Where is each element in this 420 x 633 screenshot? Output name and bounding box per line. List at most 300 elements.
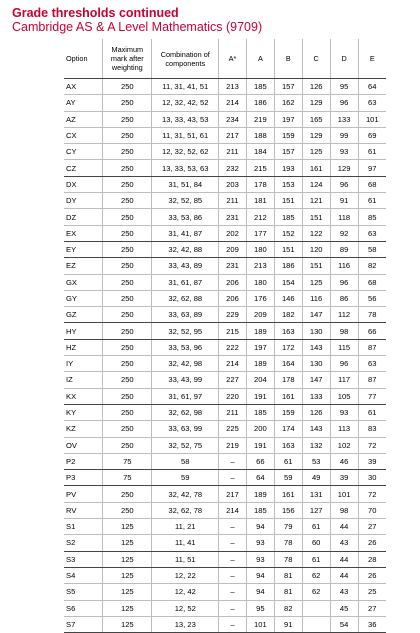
a-cell: 189 <box>246 486 274 502</box>
a-star-cell: 234 <box>219 111 247 127</box>
d-cell: 118 <box>330 209 358 225</box>
b-cell: 197 <box>274 111 302 127</box>
max-mark-cell: 75 <box>103 470 152 486</box>
a-star-cell: 211 <box>219 193 247 209</box>
a-star-cell: 211 <box>219 144 247 160</box>
option-cell: S7 <box>64 616 103 632</box>
combination-cell: 31, 61, 97 <box>152 388 219 404</box>
e-cell: 85 <box>358 209 386 225</box>
table-row <box>64 225 386 241</box>
combination-cell: 11, 31, 41, 51 <box>152 79 219 95</box>
combination-cell: 32, 52, 85 <box>152 193 219 209</box>
b-cell: 161 <box>274 388 302 404</box>
a-star-cell: – <box>219 600 247 616</box>
max-mark-cell: 250 <box>103 404 152 420</box>
document-header <box>12 6 262 34</box>
table-row <box>64 567 386 583</box>
e-cell: 97 <box>358 160 386 176</box>
table-row <box>64 258 386 274</box>
table-row <box>64 535 386 551</box>
a-star-cell: 213 <box>219 79 247 95</box>
a-star-cell: – <box>219 453 247 469</box>
table-row <box>64 616 386 632</box>
max-mark-cell: 250 <box>103 111 152 127</box>
table-row <box>64 486 386 502</box>
column-header-d: D <box>330 39 358 79</box>
a-star-cell: – <box>219 551 247 567</box>
a-star-cell: 202 <box>219 225 247 241</box>
a-star-cell: – <box>219 519 247 535</box>
a-star-cell: 225 <box>219 421 247 437</box>
a-cell: 101 <box>246 616 274 632</box>
table-row <box>64 600 386 616</box>
b-cell: 164 <box>274 356 302 372</box>
a-star-cell: 227 <box>219 372 247 388</box>
option-cell: P3 <box>64 470 103 486</box>
a-cell: 215 <box>246 160 274 176</box>
a-star-cell: 222 <box>219 339 247 355</box>
c-cell: 129 <box>302 95 330 111</box>
c-cell: 165 <box>302 111 330 127</box>
b-cell: 156 <box>274 502 302 518</box>
a-cell: 189 <box>246 323 274 339</box>
column-header-a-star: A* <box>219 39 247 79</box>
a-star-cell: – <box>219 584 247 600</box>
d-cell: 113 <box>330 421 358 437</box>
b-cell: 59 <box>274 470 302 486</box>
a-cell: 94 <box>246 519 274 535</box>
a-cell: 93 <box>246 535 274 551</box>
combination-cell: 12, 22 <box>152 567 219 583</box>
max-mark-cell: 125 <box>103 535 152 551</box>
table-row <box>64 323 386 339</box>
a-cell: 185 <box>246 502 274 518</box>
c-cell: 151 <box>302 209 330 225</box>
a-star-cell: 229 <box>219 307 247 323</box>
e-cell: 72 <box>358 486 386 502</box>
c-cell: 122 <box>302 225 330 241</box>
a-star-cell: 232 <box>219 160 247 176</box>
option-cell: IY <box>64 356 103 372</box>
a-star-cell: 214 <box>219 95 247 111</box>
combination-cell: 59 <box>152 470 219 486</box>
e-cell: 63 <box>358 356 386 372</box>
table-row <box>64 111 386 127</box>
combination-cell: 58 <box>152 453 219 469</box>
a-cell: 184 <box>246 144 274 160</box>
table-row <box>64 502 386 518</box>
c-cell: 49 <box>302 470 330 486</box>
page-title: Grade thresholds continued <box>12 6 179 20</box>
a-cell: 186 <box>246 95 274 111</box>
b-cell: 159 <box>274 127 302 143</box>
e-cell: 58 <box>358 241 386 257</box>
b-cell: 78 <box>274 551 302 567</box>
table-row <box>64 193 386 209</box>
c-cell: 61 <box>302 519 330 535</box>
table-row <box>64 421 386 437</box>
e-cell: 27 <box>358 600 386 616</box>
a-star-cell: 206 <box>219 290 247 306</box>
max-mark-cell: 250 <box>103 421 152 437</box>
max-mark-cell: 250 <box>103 502 152 518</box>
column-header-maximum-mark: Maximum mark after weighting <box>103 39 152 79</box>
e-cell: 26 <box>358 567 386 583</box>
d-cell: 117 <box>330 372 358 388</box>
a-cell: 95 <box>246 600 274 616</box>
b-cell: 178 <box>274 372 302 388</box>
table-row <box>64 584 386 600</box>
max-mark-cell: 125 <box>103 519 152 535</box>
table-body <box>64 79 386 633</box>
b-cell: 161 <box>274 486 302 502</box>
d-cell: 44 <box>330 567 358 583</box>
table-row <box>64 274 386 290</box>
option-cell: S5 <box>64 584 103 600</box>
table-row <box>64 339 386 355</box>
table-row <box>64 404 386 420</box>
combination-cell: 32, 52, 75 <box>152 437 219 453</box>
c-cell: 161 <box>302 160 330 176</box>
combination-cell: 32, 42, 88 <box>152 241 219 257</box>
d-cell: 43 <box>330 535 358 551</box>
a-star-cell: 231 <box>219 258 247 274</box>
a-cell: 213 <box>246 258 274 274</box>
a-star-cell: 206 <box>219 274 247 290</box>
d-cell: 96 <box>330 274 358 290</box>
option-cell: DX <box>64 176 103 192</box>
c-cell: 61 <box>302 551 330 567</box>
e-cell: 30 <box>358 470 386 486</box>
b-cell: 163 <box>274 323 302 339</box>
d-cell: 43 <box>330 584 358 600</box>
combination-cell: 13, 33, 43, 53 <box>152 111 219 127</box>
column-header-b: B <box>274 39 302 79</box>
e-cell: 25 <box>358 584 386 600</box>
combination-cell: 12, 52 <box>152 600 219 616</box>
max-mark-cell: 250 <box>103 339 152 355</box>
option-cell: KX <box>64 388 103 404</box>
column-header-e: E <box>358 39 386 79</box>
combination-cell: 33, 63, 99 <box>152 421 219 437</box>
d-cell: 39 <box>330 470 358 486</box>
d-cell: 96 <box>330 176 358 192</box>
c-cell: 143 <box>302 421 330 437</box>
c-cell: 130 <box>302 356 330 372</box>
d-cell: 92 <box>330 225 358 241</box>
table-row <box>64 551 386 567</box>
table-row <box>64 356 386 372</box>
e-cell: 72 <box>358 437 386 453</box>
option-cell: GY <box>64 290 103 306</box>
option-cell: EY <box>64 241 103 257</box>
table-row <box>64 144 386 160</box>
max-mark-cell: 250 <box>103 176 152 192</box>
option-cell: KY <box>64 404 103 420</box>
b-cell: 151 <box>274 241 302 257</box>
d-cell: 115 <box>330 339 358 355</box>
combination-cell: 33, 43, 89 <box>152 258 219 274</box>
d-cell: 93 <box>330 144 358 160</box>
a-star-cell: – <box>219 616 247 632</box>
table-row <box>64 160 386 176</box>
combination-cell: 12, 42 <box>152 584 219 600</box>
b-cell: 78 <box>274 535 302 551</box>
combination-cell: 33, 63, 89 <box>152 307 219 323</box>
b-cell: 79 <box>274 519 302 535</box>
a-cell: 94 <box>246 584 274 600</box>
a-star-cell: 219 <box>219 437 247 453</box>
option-cell: P2 <box>64 453 103 469</box>
combination-cell: 13, 33, 53, 63 <box>152 160 219 176</box>
option-cell: S4 <box>64 567 103 583</box>
c-cell: 124 <box>302 176 330 192</box>
a-cell: 93 <box>246 551 274 567</box>
option-cell: S6 <box>64 600 103 616</box>
table-row <box>64 307 386 323</box>
max-mark-cell: 250 <box>103 372 152 388</box>
c-cell: 129 <box>302 127 330 143</box>
max-mark-cell: 250 <box>103 486 152 502</box>
e-cell: 61 <box>358 144 386 160</box>
e-cell: 87 <box>358 339 386 355</box>
page-subtitle: Cambridge AS & A Level Mathematics (9709) <box>12 20 263 34</box>
d-cell: 96 <box>330 95 358 111</box>
option-cell: CZ <box>64 160 103 176</box>
d-cell: 133 <box>330 111 358 127</box>
e-cell: 69 <box>358 127 386 143</box>
option-cell: GZ <box>64 307 103 323</box>
option-cell: CY <box>64 144 103 160</box>
e-cell: 28 <box>358 551 386 567</box>
a-cell: 94 <box>246 567 274 583</box>
c-cell: 53 <box>302 453 330 469</box>
e-cell: 66 <box>358 323 386 339</box>
a-star-cell: – <box>219 535 247 551</box>
b-cell: 153 <box>274 176 302 192</box>
d-cell: 96 <box>330 356 358 372</box>
max-mark-cell: 250 <box>103 193 152 209</box>
max-mark-cell: 250 <box>103 290 152 306</box>
e-cell: 78 <box>358 307 386 323</box>
max-mark-cell: 250 <box>103 95 152 111</box>
a-cell: 191 <box>246 388 274 404</box>
c-cell: 127 <box>302 502 330 518</box>
d-cell: 89 <box>330 241 358 257</box>
table-row <box>64 519 386 535</box>
option-cell: GX <box>64 274 103 290</box>
c-cell: 130 <box>302 323 330 339</box>
d-cell: 91 <box>330 193 358 209</box>
max-mark-cell: 250 <box>103 258 152 274</box>
c-cell: 126 <box>302 79 330 95</box>
option-cell: AX <box>64 79 103 95</box>
max-mark-cell: 250 <box>103 388 152 404</box>
d-cell: 116 <box>330 258 358 274</box>
a-star-cell: 209 <box>219 241 247 257</box>
option-cell: DY <box>64 193 103 209</box>
combination-cell: 12, 32, 52, 62 <box>152 144 219 160</box>
combination-cell: 11, 21 <box>152 519 219 535</box>
c-cell: 120 <box>302 241 330 257</box>
option-cell: S1 <box>64 519 103 535</box>
e-cell: 26 <box>358 535 386 551</box>
a-cell: 219 <box>246 111 274 127</box>
a-cell: 188 <box>246 127 274 143</box>
combination-cell: 32, 62, 78 <box>152 502 219 518</box>
b-cell: 163 <box>274 437 302 453</box>
b-cell: 154 <box>274 274 302 290</box>
c-cell: 62 <box>302 567 330 583</box>
a-star-cell: 215 <box>219 323 247 339</box>
b-cell: 81 <box>274 584 302 600</box>
a-cell: 212 <box>246 209 274 225</box>
e-cell: 101 <box>358 111 386 127</box>
table-row <box>64 388 386 404</box>
combination-cell: 31, 51, 84 <box>152 176 219 192</box>
a-cell: 200 <box>246 421 274 437</box>
b-cell: 174 <box>274 421 302 437</box>
option-cell: EZ <box>64 258 103 274</box>
c-cell: 62 <box>302 584 330 600</box>
a-cell: 176 <box>246 290 274 306</box>
combination-cell: 11, 31, 51, 61 <box>152 127 219 143</box>
a-cell: 209 <box>246 307 274 323</box>
b-cell: 162 <box>274 95 302 111</box>
c-cell <box>302 600 330 616</box>
c-cell: 131 <box>302 486 330 502</box>
d-cell: 44 <box>330 551 358 567</box>
combination-cell: 32, 42, 78 <box>152 486 219 502</box>
a-cell: 185 <box>246 404 274 420</box>
e-cell: 87 <box>358 372 386 388</box>
option-cell: PV <box>64 486 103 502</box>
option-cell: DZ <box>64 209 103 225</box>
max-mark-cell: 250 <box>103 274 152 290</box>
max-mark-cell: 250 <box>103 225 152 241</box>
d-cell: 99 <box>330 127 358 143</box>
option-cell: S3 <box>64 551 103 567</box>
combination-cell: 32, 62, 98 <box>152 404 219 420</box>
max-mark-cell: 125 <box>103 616 152 632</box>
d-cell: 54 <box>330 616 358 632</box>
max-mark-cell: 250 <box>103 356 152 372</box>
table-header-row <box>64 39 386 79</box>
combination-cell: 32, 52, 95 <box>152 323 219 339</box>
a-cell: 177 <box>246 225 274 241</box>
b-cell: 157 <box>274 144 302 160</box>
max-mark-cell: 250 <box>103 437 152 453</box>
b-cell: 186 <box>274 258 302 274</box>
b-cell: 91 <box>274 616 302 632</box>
table-row <box>64 470 386 486</box>
combination-cell: 33, 53, 86 <box>152 209 219 225</box>
table-row <box>64 176 386 192</box>
e-cell: 82 <box>358 258 386 274</box>
b-cell: 146 <box>274 290 302 306</box>
max-mark-cell: 250 <box>103 160 152 176</box>
b-cell: 151 <box>274 193 302 209</box>
d-cell: 101 <box>330 486 358 502</box>
combination-cell: 13, 23 <box>152 616 219 632</box>
d-cell: 98 <box>330 502 358 518</box>
b-cell: 61 <box>274 453 302 469</box>
max-mark-cell: 250 <box>103 307 152 323</box>
option-cell: AY <box>64 95 103 111</box>
c-cell: 143 <box>302 339 330 355</box>
e-cell: 56 <box>358 290 386 306</box>
d-cell: 95 <box>330 79 358 95</box>
c-cell: 133 <box>302 388 330 404</box>
e-cell: 27 <box>358 519 386 535</box>
a-cell: 191 <box>246 437 274 453</box>
a-star-cell: 203 <box>219 176 247 192</box>
e-cell: 39 <box>358 453 386 469</box>
max-mark-cell: 125 <box>103 551 152 567</box>
max-mark-cell: 250 <box>103 209 152 225</box>
c-cell: 132 <box>302 437 330 453</box>
max-mark-cell: 250 <box>103 127 152 143</box>
c-cell: 121 <box>302 193 330 209</box>
max-mark-cell: 125 <box>103 567 152 583</box>
column-header-c: C <box>302 39 330 79</box>
combination-cell: 11, 51 <box>152 551 219 567</box>
e-cell: 61 <box>358 404 386 420</box>
combination-cell: 12, 32, 42, 52 <box>152 95 219 111</box>
combination-cell: 32, 42, 98 <box>152 356 219 372</box>
combination-cell: 33, 43, 99 <box>152 372 219 388</box>
e-cell: 63 <box>358 225 386 241</box>
d-cell: 102 <box>330 437 358 453</box>
d-cell: 98 <box>330 323 358 339</box>
max-mark-cell: 250 <box>103 323 152 339</box>
a-cell: 64 <box>246 470 274 486</box>
b-cell: 172 <box>274 339 302 355</box>
e-cell: 61 <box>358 193 386 209</box>
option-cell: HY <box>64 323 103 339</box>
d-cell: 129 <box>330 160 358 176</box>
max-mark-cell: 250 <box>103 144 152 160</box>
b-cell: 152 <box>274 225 302 241</box>
a-star-cell: – <box>219 470 247 486</box>
a-cell: 181 <box>246 193 274 209</box>
a-cell: 189 <box>246 356 274 372</box>
combination-cell: 11, 41 <box>152 535 219 551</box>
b-cell: 81 <box>274 567 302 583</box>
b-cell: 157 <box>274 79 302 95</box>
table-row <box>64 372 386 388</box>
a-star-cell: 211 <box>219 404 247 420</box>
d-cell: 112 <box>330 307 358 323</box>
table-row <box>64 95 386 111</box>
column-header-combination: Combination of components <box>152 39 219 79</box>
table-row <box>64 209 386 225</box>
c-cell: 60 <box>302 535 330 551</box>
c-cell: 147 <box>302 372 330 388</box>
table-row <box>64 241 386 257</box>
a-star-cell: 220 <box>219 388 247 404</box>
d-cell: 86 <box>330 290 358 306</box>
e-cell: 36 <box>358 616 386 632</box>
table-row <box>64 290 386 306</box>
option-cell: RV <box>64 502 103 518</box>
a-star-cell: 231 <box>219 209 247 225</box>
a-star-cell: – <box>219 567 247 583</box>
a-cell: 180 <box>246 274 274 290</box>
c-cell: 147 <box>302 307 330 323</box>
combination-cell: 31, 61, 87 <box>152 274 219 290</box>
a-star-cell: 217 <box>219 486 247 502</box>
